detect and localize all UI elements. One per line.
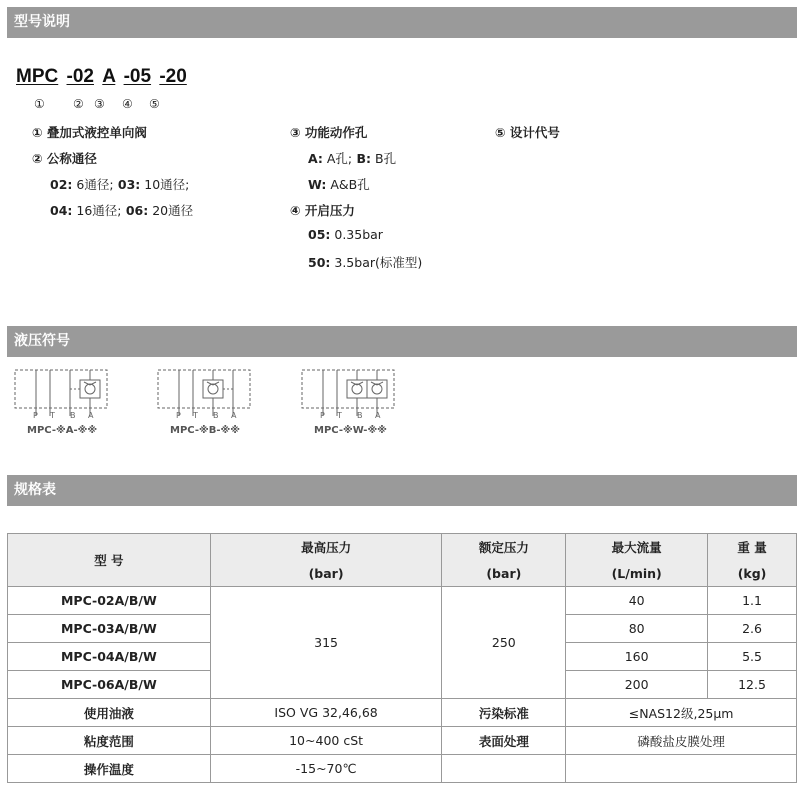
section-header-model: 型号说明: [7, 7, 797, 38]
header-rated-pressure-unit: (bar): [442, 560, 566, 587]
cell-weight: 2.6: [708, 615, 797, 643]
cell-max-pressure: 315: [210, 587, 442, 699]
cell-contam-value: ≤NAS12级,25μm: [566, 699, 797, 727]
symbol-label-a: MPC-※A-※※: [27, 425, 98, 436]
code-03-desc: 10通径;: [140, 177, 190, 192]
legend-item-2: ② 公称通径: [32, 151, 97, 166]
legend-item-4: ④ 开启压力: [290, 203, 355, 218]
header-weight-unit: (kg): [708, 560, 797, 587]
table-row: [8, 727, 797, 755]
model-code-part-series: MPC: [16, 66, 59, 87]
legend-item-4-line-1: [308, 227, 383, 242]
cell-visc-label: 粘度范围: [8, 727, 211, 755]
symbol-label-b: MPC-※B-※※: [170, 425, 240, 436]
code-a-desc: A孔;: [322, 151, 353, 166]
cell-oil-value: ISO VG 32,46,68: [210, 699, 442, 727]
table-row: [8, 755, 797, 783]
port-a: A: [231, 411, 237, 420]
marker-2: ②: [73, 97, 84, 111]
port-p: P: [33, 411, 38, 420]
cell-model: MPC-04A/B/W: [8, 643, 211, 671]
hydraulic-symbol-w: [301, 368, 397, 420]
hydraulic-symbol-b: [157, 368, 253, 420]
code-w-desc: A&B孔: [326, 177, 370, 192]
cell-rated-pressure: 250: [442, 587, 566, 699]
code-02: 02:: [50, 177, 73, 192]
code-04: 04:: [50, 203, 73, 218]
code-05: 05:: [308, 227, 331, 242]
code-b: B:: [352, 151, 372, 166]
header-rated-pressure: 额定压力: [442, 534, 566, 561]
cell-flow: 160: [566, 643, 708, 671]
port-t: T: [193, 411, 198, 420]
code-03: 03:: [113, 177, 141, 192]
cell-contam-label: 污染标准: [442, 699, 566, 727]
cell-flow: 200: [566, 671, 708, 699]
cell-temp-label: 操作温度: [8, 755, 211, 783]
cell-weight: 1.1: [708, 587, 797, 615]
cell-model: MPC-03A/B/W: [8, 615, 211, 643]
cell-model: MPC-02A/B/W: [8, 587, 211, 615]
code-w: W:: [308, 177, 327, 192]
legend-item-5: ⑤ 设计代号: [495, 125, 560, 140]
code-04-desc: 16通径;: [72, 203, 122, 218]
cell-visc-value: 10~400 cSt: [210, 727, 442, 755]
cell-surface-value: 磷酸盐皮膜处理: [566, 727, 797, 755]
marker-3: ③: [94, 97, 105, 111]
section-header-symbol: 液压符号: [7, 326, 797, 357]
spec-table: [7, 533, 797, 783]
legend-item-3-line-2: [308, 175, 370, 193]
model-code-part-design: -20: [159, 66, 187, 87]
header-weight: 重 量: [708, 534, 797, 561]
cell-weight: 5.5: [708, 643, 797, 671]
model-code-part-pressure: -05: [123, 66, 152, 87]
legend-item-3-line-1: [308, 149, 396, 167]
port-b: B: [357, 411, 363, 420]
legend-item-2-line-1: [50, 175, 189, 193]
hydraulic-symbol-a: [14, 368, 110, 420]
code-06: 06:: [121, 203, 149, 218]
code-50-desc: 3.5bar(标准型): [330, 255, 423, 270]
marker-4: ④: [122, 97, 133, 111]
cell-model: MPC-06A/B/W: [8, 671, 211, 699]
model-code-part-size: -02: [66, 66, 94, 87]
cell-empty: [442, 755, 566, 783]
cell-oil-label: 使用油液: [8, 699, 211, 727]
legend-item-2-line-2: [50, 201, 193, 219]
port-p: P: [176, 411, 181, 420]
legend-item-1: ① 叠加式液控单向阀: [32, 125, 147, 140]
code-a: A:: [308, 151, 323, 166]
cell-empty: [566, 755, 797, 783]
port-a: A: [375, 411, 381, 420]
port-a: A: [88, 411, 94, 420]
model-code-part-function: A: [102, 66, 116, 87]
code-02-desc: 6通径;: [72, 177, 114, 192]
code-b-desc: B孔: [371, 151, 397, 166]
port-t: T: [337, 411, 342, 420]
code-06-desc: 20通径: [148, 203, 194, 218]
marker-1: ①: [34, 97, 45, 111]
cell-weight: 12.5: [708, 671, 797, 699]
header-model: 型 号: [8, 534, 211, 587]
code-50: 50:: [308, 255, 331, 270]
port-t: T: [50, 411, 55, 420]
table-row: [8, 699, 797, 727]
table-row: [8, 587, 797, 615]
legend-item-4-line-2: [308, 253, 422, 271]
cell-flow: 40: [566, 587, 708, 615]
port-b: B: [70, 411, 76, 420]
header-max-pressure: 最高压力: [210, 534, 442, 561]
cell-temp-value: -15~70℃: [210, 755, 442, 783]
header-max-flow: 最大流量: [566, 534, 708, 561]
cell-surface-label: 表面处理: [442, 727, 566, 755]
header-max-flow-unit: (L/min): [566, 560, 708, 587]
symbol-label-w: MPC-※W-※※: [314, 425, 387, 436]
marker-5: ⑤: [149, 97, 160, 111]
model-code: [16, 66, 187, 88]
port-b: B: [213, 411, 219, 420]
header-max-pressure-unit: (bar): [210, 560, 442, 587]
port-p: P: [320, 411, 325, 420]
section-header-spec: 规格表: [7, 475, 797, 506]
legend-item-3: ③ 功能动作孔: [290, 125, 368, 140]
code-05-desc: 0.35bar: [330, 227, 383, 242]
cell-flow: 80: [566, 615, 708, 643]
